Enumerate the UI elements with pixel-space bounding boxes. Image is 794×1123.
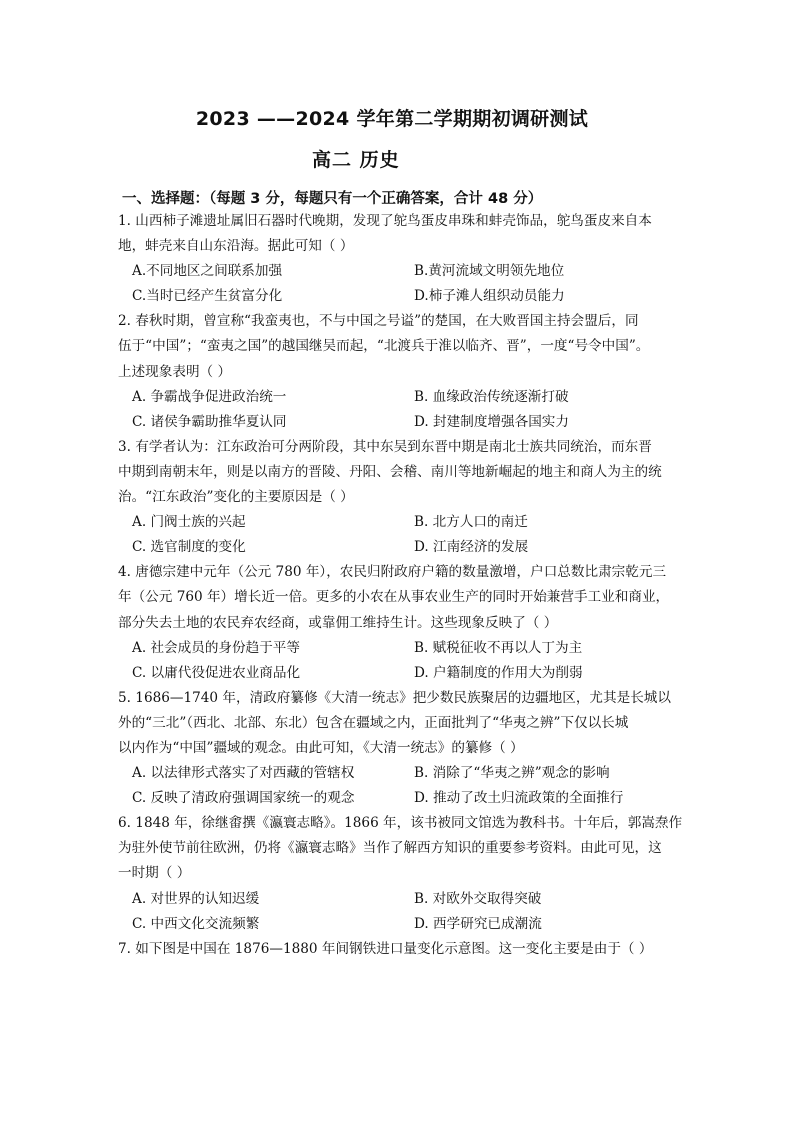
question-stem-line: 治。“江东政治”变化的主要原因是（ ）	[118, 489, 354, 506]
answer-option: A. 以法律形式落实了对西藏的管辖权	[132, 765, 355, 782]
option-row	[118, 786, 688, 811]
answer-option: B.黄河流域文明领先地位	[414, 263, 565, 280]
question-6	[118, 811, 688, 936]
question-stem-line: 部分失去土地的农民弃农经商，或靠佣工维持生计。这些现象反映了（ ）	[118, 614, 558, 631]
question-stem-line: 年（公元 760 年）增长近一倍。更多的小农在从事农业生产的同时开始兼营手工业和商业，	[118, 589, 670, 606]
option-row	[118, 636, 688, 661]
option-row	[118, 761, 688, 786]
question-stem-line: 5. 1686—1740 年，清政府纂修《大清一统志》把少数民族聚居的边疆地区，尤其是长城以	[118, 689, 671, 706]
question-1	[118, 209, 688, 309]
option-row	[118, 385, 688, 410]
answer-option: A. 社会成员的身份趋于平等	[132, 639, 300, 656]
question-stem-line: 以内作为“中国”疆域的观念。由此可知，《大清一统志》的纂修（ ）	[118, 739, 524, 756]
answer-option: C.当时已经产生贫富分化	[132, 288, 283, 305]
question-3	[118, 435, 688, 560]
section-heading: 一、选择题：（每题 3 分，每题只有一个正确答案，合计 48 分）	[122, 191, 543, 207]
question-7	[118, 937, 688, 962]
option-row	[118, 510, 688, 535]
option-row	[118, 535, 688, 560]
answer-option: A. 对世界的认知迟缓	[132, 890, 260, 907]
answer-option: B. 北方人口的南迁	[414, 514, 528, 531]
question-list	[118, 209, 688, 962]
answer-option: D. 西学研究已成潮流	[414, 915, 542, 932]
option-row	[118, 410, 688, 435]
option-row	[118, 259, 688, 284]
exam-subject: 高二 历史	[312, 149, 400, 171]
answer-option: B. 消除了“华夷之辨”观念的影响	[414, 765, 610, 782]
answer-option: D. 推动了改土归流政策的全面推行	[414, 790, 624, 807]
answer-option: B. 血缘政治传统逐渐打破	[414, 388, 569, 405]
exam-title-text: 2023 ——2024 学年第二学期期初调研测试	[195, 108, 589, 130]
answer-option: A. 门阀士族的兴起	[132, 514, 246, 531]
answer-option: A. 争霸战争促进政治统一	[132, 388, 287, 405]
question-stem-line: 一时期（ ）	[118, 865, 191, 882]
question-stem-line: 4. 唐德宗建中元年（公元 780 年），农民归附政府户籍的数量激增，户口总数比肃宗乾元三	[118, 564, 667, 581]
option-row	[118, 887, 688, 912]
option-row	[118, 661, 688, 686]
question-stem-line: 上述现象表明（ ）	[118, 363, 232, 380]
question-stem-line: 7. 如下图是中国在 1876—1880 年间钢铁进口量变化示意图。这一变化主要是由于（ ）	[118, 940, 653, 957]
question-stem-line: 地，蚌壳来自山东沿海。据此可知（ ）	[118, 238, 354, 255]
answer-option: B. 对欧外交取得突破	[414, 890, 542, 907]
question-stem-line: 6. 1848 年，徐继畬撰《瀛寰志略》。1866 年，该书被同文馆选为教科书。十年后，郭嵩焘作	[118, 815, 683, 832]
option-row	[118, 912, 688, 937]
answer-option: C. 反映了清政府强调国家统一的观念	[132, 790, 355, 807]
answer-option: C. 以庸代役促进农业商品化	[132, 664, 301, 681]
question-stem-line: 1. 山西柿子滩遗址属旧石器时代晚期，发现了鸵鸟蛋皮串珠和蚌壳饰品，鸵鸟蛋皮来自本	[118, 213, 652, 229]
exam-title	[0, 104, 794, 131]
question-4	[118, 560, 688, 685]
answer-option: D.柿子滩人组织动员能力	[414, 288, 565, 305]
answer-option: D. 户籍制度的作用大为削弱	[414, 664, 583, 681]
answer-option: A.不同地区之间联系加强	[132, 263, 283, 280]
question-stem-line: 伍于“中国”；“蛮夷之国”的越国继吴而起，“北渡兵于淮以临齐、晋”，一度“号令中国”。	[118, 338, 650, 355]
answer-option: C. 诸侯争霸助推华夏认同	[132, 413, 287, 430]
answer-option: C. 选官制度的变化	[132, 539, 246, 556]
question-stem-line: 3. 有学者认为：江东政治可分两阶段，其中东吴到东晋中期是南北士族共同统治，而东晋	[118, 438, 652, 455]
question-stem-line: 中期到南朝末年，则是以南方的晋陵、丹阳、会稽、南川等地新崛起的地主和商人为主的统	[118, 463, 662, 480]
question-5	[118, 686, 688, 811]
answer-option: D. 江南经济的发展	[414, 539, 529, 556]
answer-option: C. 中西文化交流频繁	[132, 915, 260, 932]
option-row	[118, 284, 688, 309]
question-2	[118, 309, 688, 434]
question-stem-line: 为驻外使节前往欧洲，仍将《瀛寰志略》当作了解西方知识的重要参考资料。由此可见，这	[118, 840, 662, 857]
question-stem-line: 外的“三北”（西北、北部、东北）包含在疆域之内，正面批判了“华夷之辨”下仅以长城	[118, 714, 629, 731]
answer-option: D. 封建制度增强各国实力	[414, 413, 569, 430]
question-stem-line: 2. 春秋时期，曾宣称“我蛮夷也，不与中国之号谥”的楚国，在大败晋国主持会盟后，同	[118, 313, 639, 330]
answer-option: B. 赋税征收不再以人丁为主	[414, 639, 583, 656]
